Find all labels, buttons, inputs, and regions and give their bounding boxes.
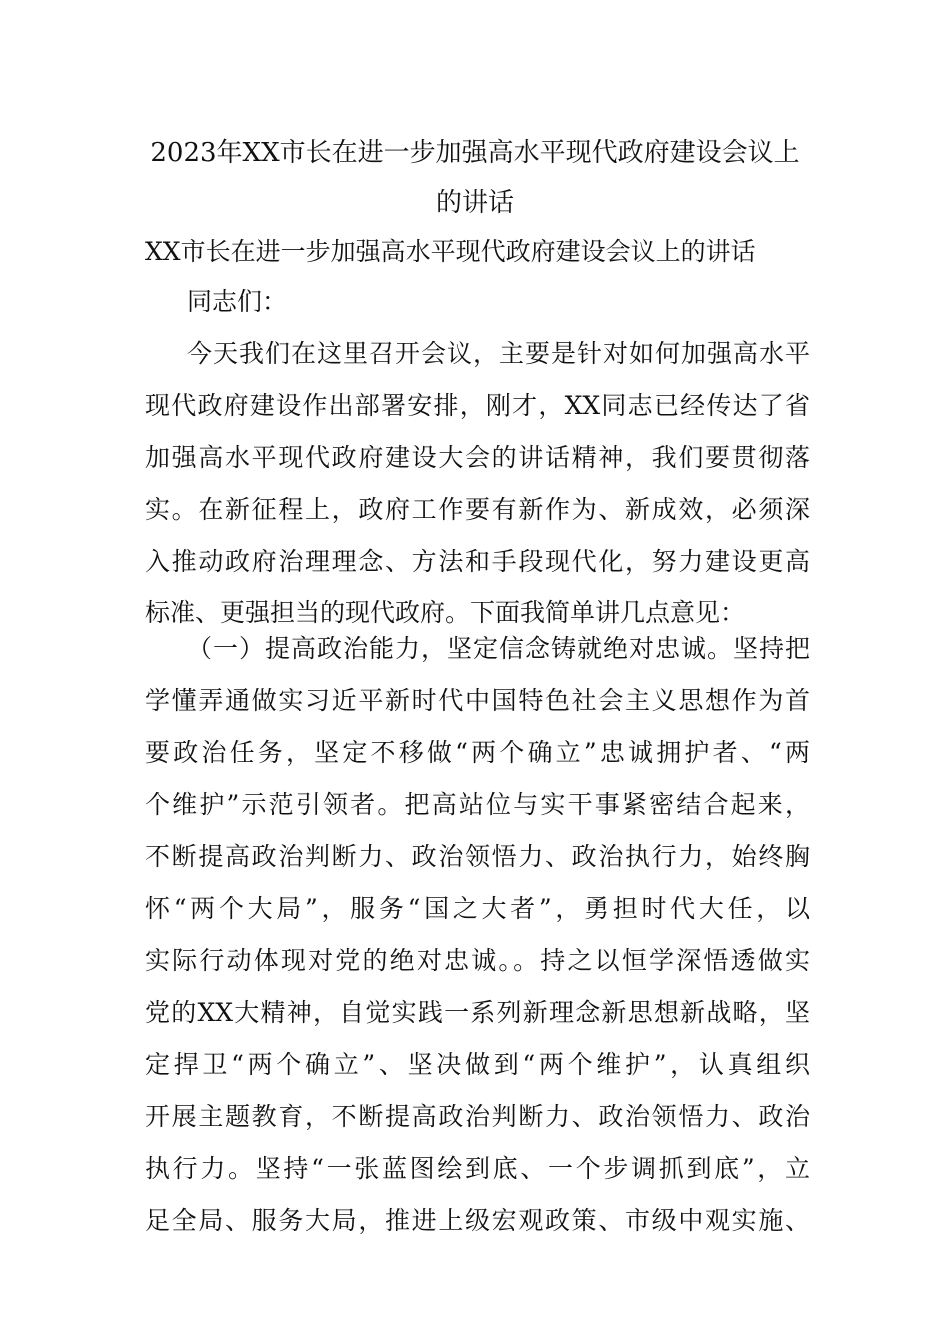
paragraph-1-line: 实。在新征程上，政府工作要有新作为、新成效，必须深 — [145, 495, 810, 524]
document-title-line-1: 2023年XX市长在进一步加强高水平现代政府建设会议上 — [150, 138, 800, 168]
paragraph-2-line: 怀“两个大局”，服务“国之大者”，勇担时代大任，以 — [145, 894, 810, 923]
paragraph-2-line: 不断提高政治判断力、政治领悟力、政治执行力，始终胸 — [145, 842, 810, 871]
paragraph-2-line: 足全局、服务大局，推进上级宏观政策、市级中观实施、 — [145, 1206, 810, 1235]
paragraph-1-line: 入推动政府治理理念、方法和手段现代化，努力建设更高 — [145, 547, 810, 576]
paragraph-2-line: 个维护”示范引领者。把高站位与实干事紧密结合起来， — [145, 790, 810, 819]
paragraph-2-line: 要政治任务，坚定不移做“两个确立”忠诚拥护者、“两 — [145, 738, 810, 767]
paragraph-2-line: 党的XX大精神，自觉实践一系列新理念新思想新战略，坚 — [145, 998, 810, 1027]
paragraph-1-line: 加强高水平现代政府建设大会的讲话精神，我们要贯彻落 — [145, 443, 810, 472]
paragraph-1-line: 今天我们在这里召开会议，主要是针对如何加强高水平 — [187, 339, 810, 368]
salutation: 同志们： — [187, 287, 288, 316]
paragraph-1-line: 现代政府建设作出部署安排，刚才，XX同志已经传达了省 — [145, 391, 810, 420]
paragraph-2-line: 实际行动体现对党的绝对忠诚。。持之以恒学深悟透做实 — [145, 946, 810, 975]
document-title-line-2: 的讲话 — [435, 188, 514, 218]
document-subtitle: XX市长在进一步加强高水平现代政府建设会议上的讲话 — [145, 237, 756, 266]
paragraph-2-line: 执行力。坚持“一张蓝图绘到底、一个步调抓到底”，立 — [145, 1154, 810, 1183]
paragraph-2-line: （一）提高政治能力，坚定信念铸就绝对忠诚。坚持把 — [187, 634, 810, 663]
paragraph-2-line: 开展主题教育，不断提高政治判断力、政治领悟力、政治 — [145, 1102, 810, 1131]
paragraph-2-line: 学懂弄通做实习近平新时代中国特色社会主义思想作为首 — [145, 686, 810, 715]
paragraph-1-line: 标准、更强担当的现代政府。下面我简单讲几点意见： — [145, 598, 746, 627]
paragraph-2-line: 定捍卫“两个确立”、坚决做到“两个维护”，认真组织 — [145, 1050, 810, 1079]
